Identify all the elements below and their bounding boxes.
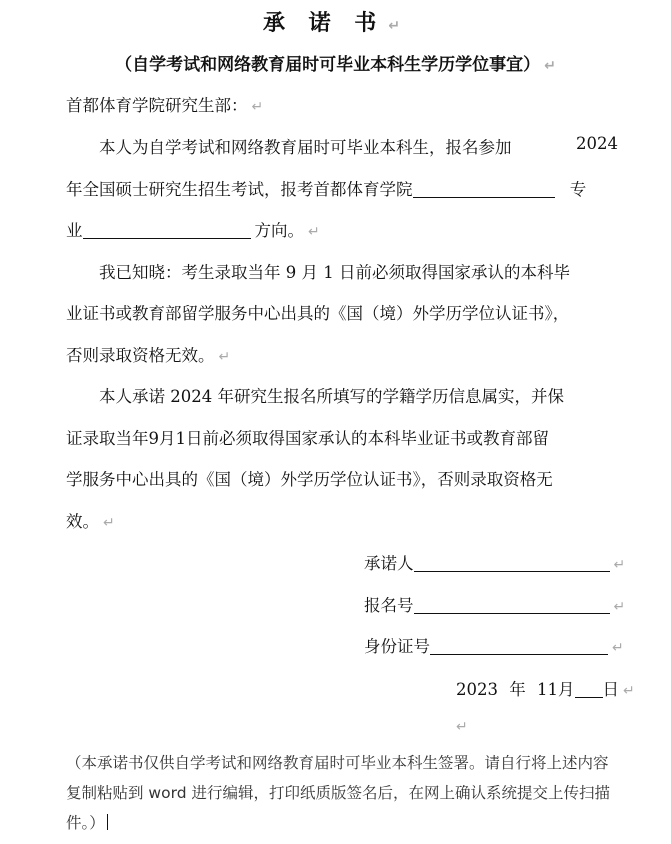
date-month-unit: 月 xyxy=(558,680,575,699)
day-blank[interactable] xyxy=(575,679,603,698)
p3-text: 证录取当年9月1日前必须取得国家承认的本科毕业证书或教育部留 xyxy=(66,429,549,448)
p1-line-2 xyxy=(66,176,586,200)
p3-line-4 xyxy=(66,508,115,532)
paragraph-mark-icon: ↵ xyxy=(456,719,468,735)
promiser-line xyxy=(364,550,625,574)
footnote xyxy=(66,748,622,838)
reg-number-blank[interactable] xyxy=(414,595,610,614)
document-subtitle xyxy=(0,50,671,75)
date-line xyxy=(456,676,635,700)
reg-number-line xyxy=(364,592,625,616)
paragraph-mark-icon: ↵ xyxy=(623,683,635,699)
p2-line-1 xyxy=(99,259,570,283)
p1-year: 2024 xyxy=(576,134,618,153)
reg-number-label: 报名号 xyxy=(364,596,414,615)
p1-line-1 xyxy=(66,134,618,158)
p2-line-2 xyxy=(66,300,569,324)
date-year: 2023 xyxy=(456,680,498,699)
addressee-text: 首都体育学院研究生部： xyxy=(66,96,248,115)
paragraph-mark-icon: ↵ xyxy=(613,557,626,573)
paragraph-mark-icon: ↵ xyxy=(613,599,626,615)
p2-line-3 xyxy=(66,342,230,366)
promiser-label: 承诺人 xyxy=(364,554,414,573)
paragraph-mark-icon: ↵ xyxy=(388,18,409,34)
id-number-blank[interactable] xyxy=(430,636,608,655)
p3-text: 学服务中心出具的《国（境）外学历学位认证书》，否则录取资格无 xyxy=(66,470,553,489)
p3-line-2 xyxy=(66,425,549,449)
p1-text: 本人为自学考试和网络教育届时可毕业本科生，报名参加 xyxy=(99,138,512,157)
major-blank[interactable] xyxy=(413,179,555,198)
promiser-blank[interactable] xyxy=(414,553,610,572)
p2-text: 否则录取资格无效。 xyxy=(66,346,215,365)
p1-text: 业 xyxy=(66,221,83,240)
direction-blank[interactable] xyxy=(83,220,251,239)
empty-paragraph xyxy=(452,716,468,735)
paragraph-mark-icon: ↵ xyxy=(612,640,624,656)
date-day-unit: 日 xyxy=(602,680,619,699)
p2-text: 我已知晓：考生录取当年 9 月 1 日前必须取得国家承认的本科毕 xyxy=(99,263,570,282)
date-year-unit: 年 xyxy=(509,680,526,699)
paragraph-mark-icon: ↵ xyxy=(308,224,320,240)
paragraph-mark-icon: ↵ xyxy=(251,99,264,115)
paragraph-mark-icon: ↵ xyxy=(103,515,115,531)
title-text: 承 诺 书 xyxy=(262,10,385,36)
paragraph-mark-icon: ↵ xyxy=(544,58,556,74)
p3-text: 本人承诺 2024 年研究生报名所填写的学籍学历信息属实，并保 xyxy=(99,387,564,406)
p3-line-1 xyxy=(99,383,564,407)
text-cursor xyxy=(107,814,108,830)
date-month: 11 xyxy=(537,680,558,699)
p3-line-3 xyxy=(66,466,553,490)
paragraph-mark-icon: ↵ xyxy=(218,349,231,365)
p3-text: 效。 xyxy=(66,512,99,531)
p1-text: 年全国硕士研究生招生考试，报考首都体育学院 xyxy=(66,180,413,199)
id-number-label: 身份证号 xyxy=(364,637,430,656)
p1-text: 专 xyxy=(569,180,587,199)
subtitle-text: （自学考试和网络教育届时可毕业本科生学历学位事宜） xyxy=(115,55,541,75)
id-number-line xyxy=(364,633,624,657)
p1-line-3 xyxy=(66,217,320,241)
addressee xyxy=(66,92,263,116)
p2-text: 业证书或教育部留学服务中心出具的《国（境）外学历学位认证书》， xyxy=(66,304,570,323)
p1-text: 方向。 xyxy=(254,221,304,240)
footnote-text: （本承诺书仅供自学考试和网络教育届时可毕业本科生签署。请自行将上述内容复制粘贴到 word 进行编辑，打印纸质版签名后，在网上确认系统提交上传扫描件。） xyxy=(66,754,610,832)
document-title xyxy=(0,6,671,37)
